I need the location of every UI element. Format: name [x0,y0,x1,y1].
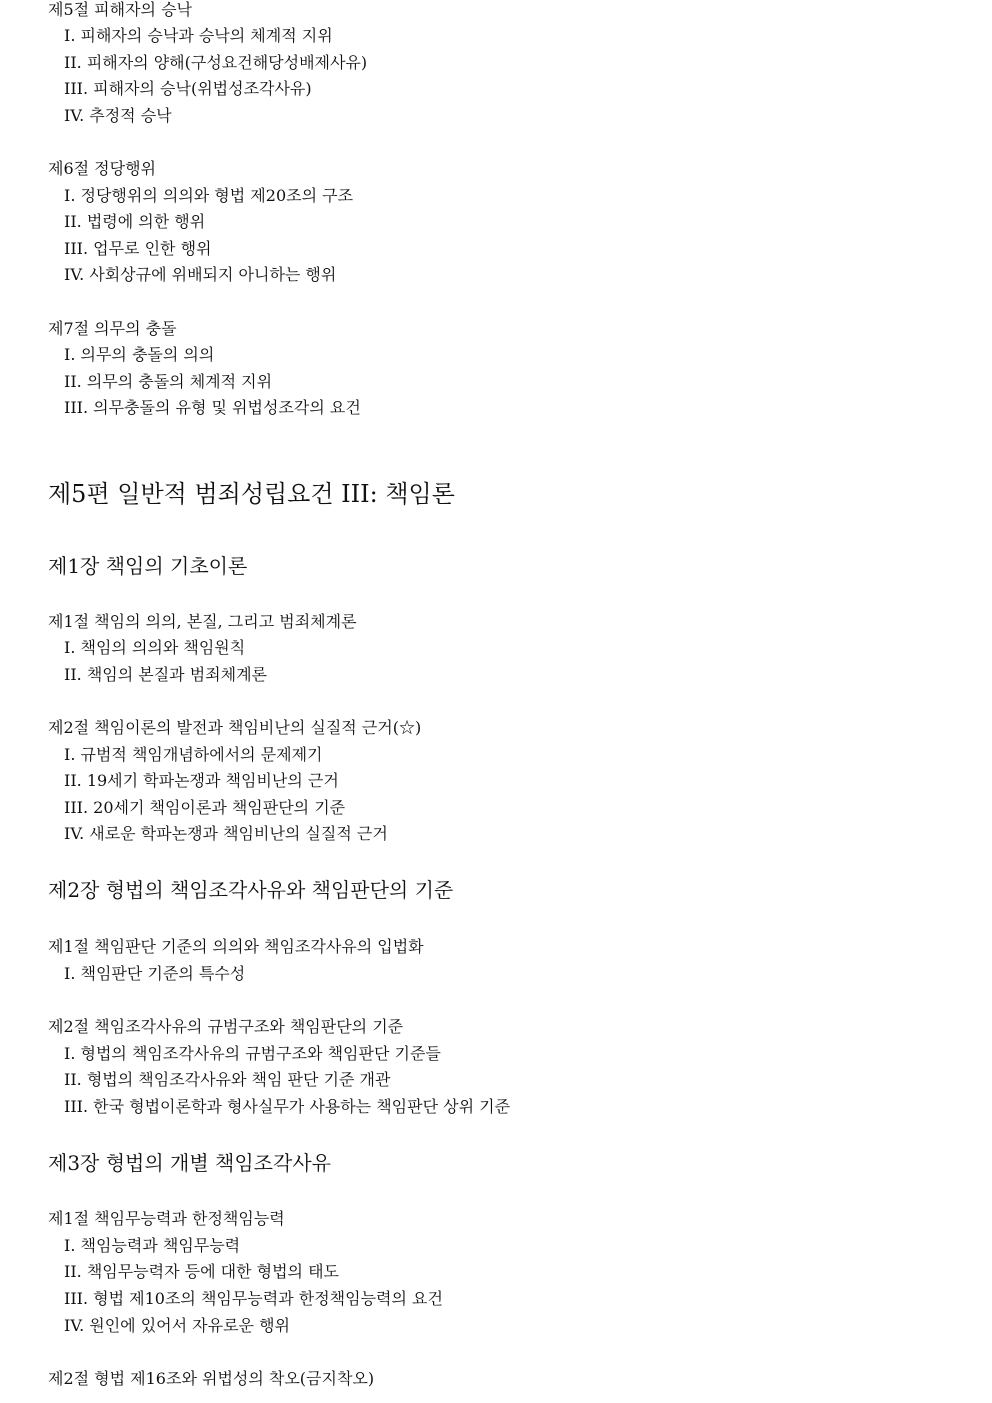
chapter-heading: 제2장 형법의 책임조각사유와 책임판단의 기준 [48,878,454,902]
list-item: IV. 새로운 학파논쟁과 책임비난의 실질적 근거 [64,824,388,843]
list-item: IV. 원인에 있어서 자유로운 행위 [64,1316,290,1335]
list-item: II. 피해자의 양해(구성요건해당성배제사유) [64,53,368,72]
section-heading: 제1절 책임무능력과 한정책임능력 [48,1209,285,1228]
list-item: II. 책임무능력자 등에 대한 형법의 태도 [64,1262,339,1281]
list-item: III. 형법 제10조의 책임무능력과 한정책임능력의 요건 [64,1289,443,1308]
list-item: II. 책임의 본질과 범죄체계론 [64,665,268,684]
section-heading: 제6절 정당행위 [48,159,157,178]
list-item: III. 피해자의 승낙(위법성조각사유) [64,79,312,98]
list-item: III. 20세기 책임이론과 책임판단의 기준 [64,798,346,817]
section-heading: 제5절 피해자의 승낙 [48,0,192,19]
list-item: IV. 추정적 승낙 [64,106,172,125]
list-item: II. 19세기 학파논쟁과 책임비난의 근거 [64,771,339,790]
section-heading: 제1절 책임의 의의, 본질, 그리고 범죄체계론 [48,612,357,631]
list-item: I. 정당행위의 의의와 형법 제20조의 구조 [64,186,354,205]
list-item: I. 형법의 책임조각사유의 규범구조와 책임판단 기준들 [64,1044,441,1063]
section-heading: 제1절 책임판단 기준의 의의와 책임조각사유의 입법화 [48,937,424,956]
chapter-heading: 제1장 책임의 기초이론 [48,554,248,578]
part-heading: 제5편 일반적 범죄성립요건 III: 책임론 [48,480,455,508]
list-item: III. 의무충돌의 유형 및 위법성조각의 요건 [64,398,361,417]
list-item: I. 책임의 의의와 책임원칙 [64,638,246,657]
list-item: IV. 사회상규에 위배되지 아니하는 행위 [64,265,337,284]
list-item: III. 한국 형법이론학과 형사실무가 사용하는 책임판단 상위 기준 [64,1097,511,1116]
section-heading: 제2절 책임조각사유의 규범구조와 책임판단의 기준 [48,1017,404,1036]
list-item: II. 형법의 책임조각사유와 책임 판단 기준 개관 [64,1070,391,1089]
section-heading: 제2절 형법 제16조와 위법성의 착오(금지착오) [48,1369,375,1388]
section-heading: 제7절 의무의 충돌 [48,319,177,338]
section-heading: 제2절 책임이론의 발전과 책임비난의 실질적 근거(☆) [48,718,422,737]
list-item: I. 책임판단 기준의 특수성 [64,964,246,983]
list-item: I. 피해자의 승낙과 승낙의 체계적 지위 [64,26,333,45]
list-item: I. 규범적 책임개념하에서의 문제제기 [64,745,323,764]
list-item: II. 법령에 의한 행위 [64,212,206,231]
list-item: III. 업무로 인한 행위 [64,239,212,258]
chapter-heading: 제3장 형법의 개별 책임조각사유 [48,1151,331,1175]
list-item: I. 의무의 충돌의 의의 [64,345,215,364]
list-item: II. 의무의 충돌의 체계적 지위 [64,372,273,391]
list-item: I. 책임능력과 책임무능력 [64,1236,241,1255]
